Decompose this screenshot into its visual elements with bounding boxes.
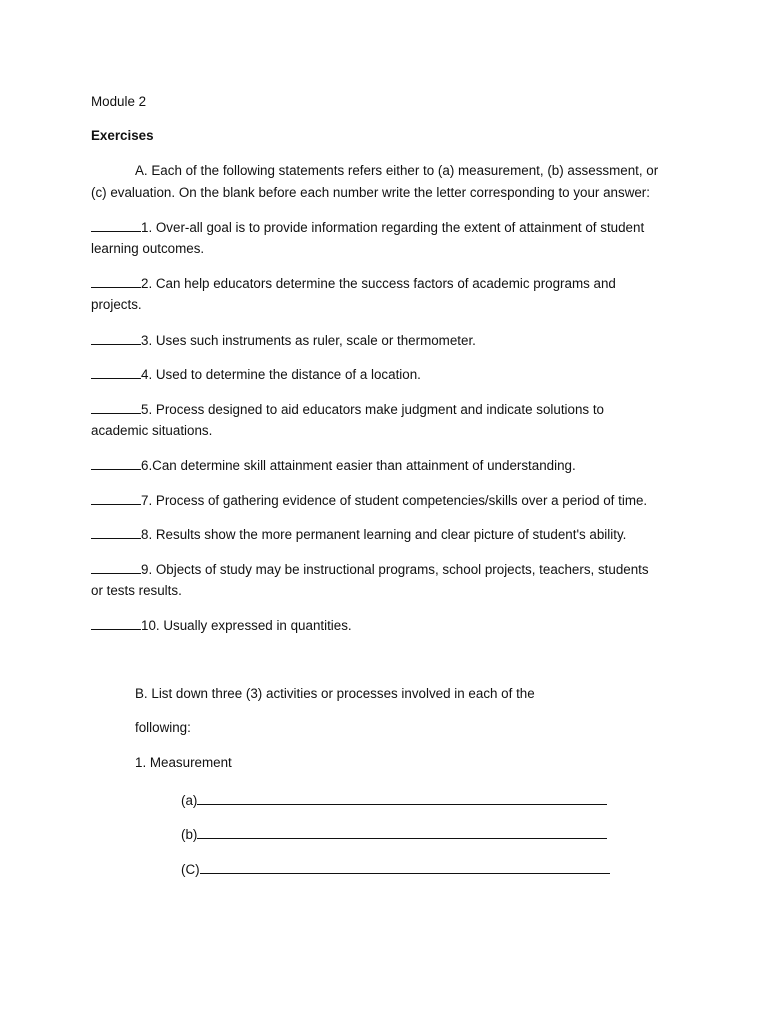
- answer-line-b: [181, 826, 607, 843]
- part-a-instructions-line1: A. Each of the following statements refers either to (a) measurement, (b) assessment, or: [135, 163, 659, 178]
- part-b-instructions-line1: B. List down three (3) activities or processes involved in each of the: [135, 686, 535, 701]
- item-text: 10. Usually expressed in quantities.: [141, 618, 352, 633]
- item-text: 4. Used to determine the distance of a location.: [141, 367, 421, 382]
- exercise-item-7: [91, 492, 647, 509]
- answer-blank-8[interactable]: [91, 526, 141, 539]
- section-heading-measurement: 1. Measurement: [135, 755, 232, 770]
- answer-blank-1[interactable]: [91, 219, 141, 232]
- answer-field-a[interactable]: [197, 792, 607, 805]
- item-text-continuation: projects.: [91, 297, 142, 312]
- item-text: 2. Can help educators determine the success factors of academic programs and: [141, 276, 616, 291]
- answer-label: (b): [181, 827, 198, 842]
- module-label: Module 2: [91, 94, 147, 109]
- answer-blank-5[interactable]: [91, 401, 141, 414]
- item-text: 9. Objects of study may be instructional programs, school projects, teachers, students: [141, 562, 649, 577]
- answer-field-c[interactable]: [200, 861, 610, 874]
- answer-blank-6[interactable]: [91, 457, 141, 470]
- answer-blank-10[interactable]: [91, 617, 141, 630]
- exercise-item-2: [91, 275, 616, 292]
- exercise-item-4: [91, 366, 421, 383]
- item-text-continuation: academic situations.: [91, 423, 213, 438]
- item-text: 7. Process of gathering evidence of student competencies/skills over a period of time.: [141, 493, 648, 508]
- answer-blank-9[interactable]: [91, 561, 141, 574]
- item-text: 5. Process designed to aid educators make judgment and indicate solutions to: [141, 402, 605, 417]
- item-text: 1. Over-all goal is to provide information regarding the extent of attainment of student: [141, 220, 645, 235]
- answer-line-c: [181, 861, 610, 878]
- exercise-item-10: [91, 617, 352, 634]
- exercise-item-9: [91, 561, 649, 578]
- exercise-item-5: [91, 401, 604, 418]
- page-title: Exercises: [91, 128, 154, 143]
- part-a-instructions-line2: (c) evaluation. On the blank before each number write the letter corresponding to your answer:: [91, 185, 650, 200]
- item-text: 3. Uses such instruments as ruler, scale or thermometer.: [141, 333, 476, 348]
- answer-field-b[interactable]: [197, 826, 607, 839]
- item-text-continuation: learning outcomes.: [91, 241, 205, 256]
- exercise-item-8: [91, 526, 626, 543]
- answer-label: (C): [181, 862, 200, 877]
- answer-label: (a): [181, 793, 198, 808]
- exercise-item-6: [91, 457, 576, 474]
- item-text: 6.Can determine skill attainment easier than attainment of understanding.: [141, 458, 576, 473]
- answer-blank-2[interactable]: [91, 275, 141, 288]
- answer-blank-4[interactable]: [91, 366, 141, 379]
- answer-line-a: [181, 792, 607, 809]
- answer-blank-7[interactable]: [91, 492, 141, 505]
- exercise-item-3: [91, 332, 476, 349]
- item-text: 8. Results show the more permanent learning and clear picture of student's ability.: [141, 527, 627, 542]
- answer-blank-3[interactable]: [91, 332, 141, 345]
- item-text-continuation: or tests results.: [91, 583, 182, 598]
- part-b-instructions-line2: following:: [135, 720, 191, 735]
- exercise-item-1: [91, 219, 644, 236]
